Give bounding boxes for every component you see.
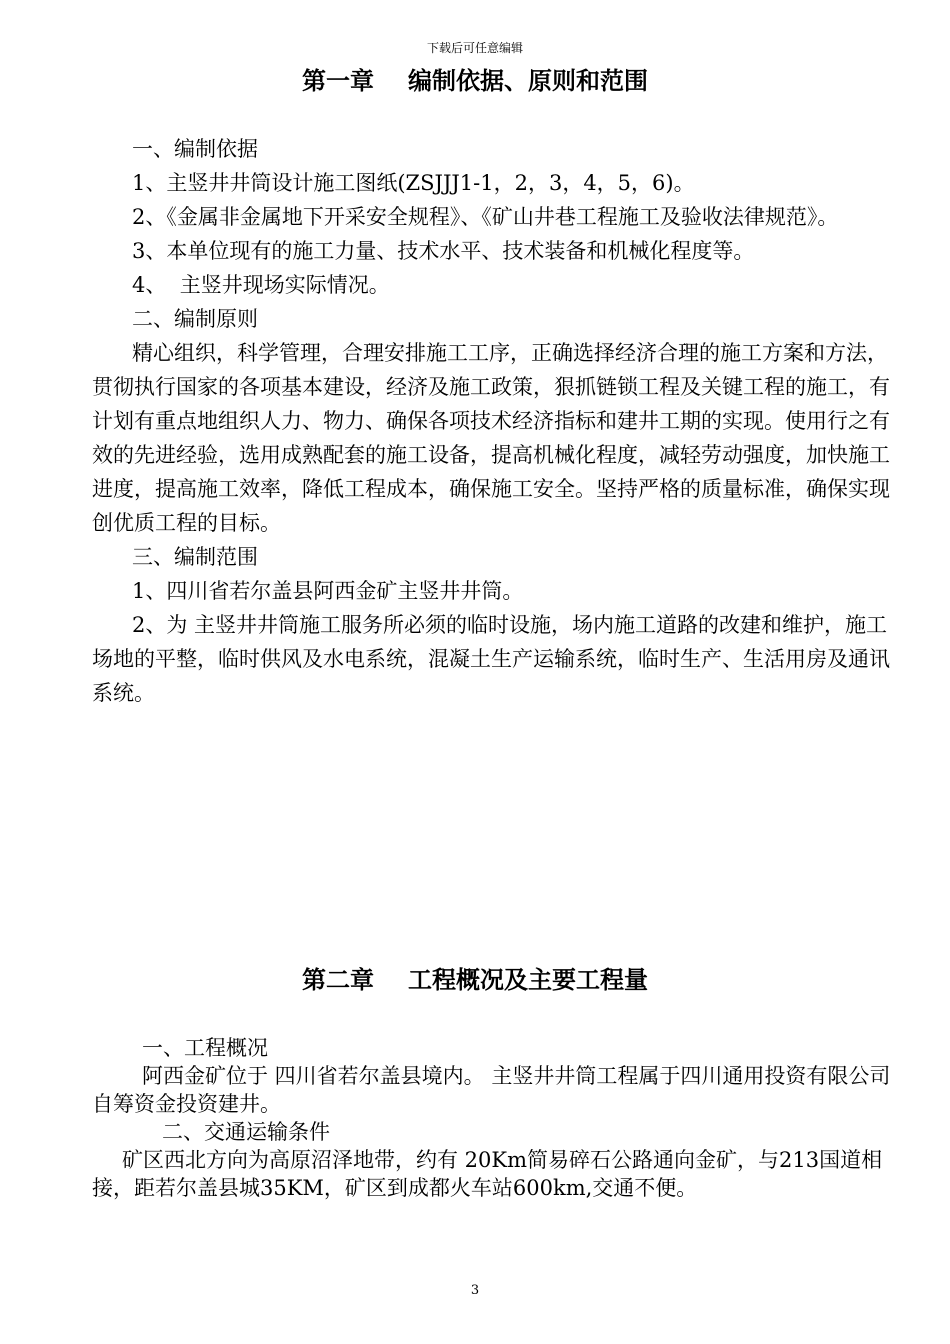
section-heading-basis: 一、编制依据	[132, 137, 258, 161]
paragraph: 精心组织，科学管理，合理安排施工工序，正确选择经济合理的施工方案和方法，贯彻执行国家的各项基本建设，经济及施工政策，狠抓链锁工程及关键工程的施工，有计划有重点地组织人力、物力、确保各项技术经济指标和建井工期的实现。使用行之有效的先进经验，选用成熟配套的施工设备，提高机械化程度，减轻劳动强度，加快施工进度，提高施工效率，降低工程成本，确保施工安全。坚持严格的质量标准，确保实现创优质工程的目标。	[92, 341, 890, 535]
section-heading-overview: 一、工程概况	[142, 1036, 268, 1060]
page-header: 下载后可任意编辑	[426, 41, 523, 55]
paragraph: 1、四川省若尔盖县阿西金矿主竖井井筒。	[132, 579, 524, 603]
section-heading-principle: 二、编制原则	[132, 307, 258, 331]
chapter2-heading	[0, 965, 950, 995]
paragraph: 矿区西北方向为高原沼泽地带，约有 20Km简易碎石公路通向金矿，与213国道相接，距若尔盖县城35KM，矿区到成都火车站600km,交通不便。	[92, 1148, 883, 1200]
section-heading-transport: 二、交通运输条件	[162, 1120, 330, 1144]
chapter2-title: 工程概况及主要工程量	[408, 966, 648, 994]
chapter2-number: 第二章	[302, 966, 374, 994]
paragraph: 4、 主竖井现场实际情况。	[132, 273, 390, 297]
chapter1-number: 第一章	[302, 67, 374, 95]
paragraph: 阿西金矿位于 四川省若尔盖县境内。 主竖井井筒工程属于四川通用投资有限公司自筹资金投资建井。	[92, 1064, 891, 1116]
paragraph: 2、为 主竖井井筒施工服务所必须的临时设施，场内施工道路的改建和维护，施工场地的平整，临时供风及水电系统，混凝土生产运输系统，临时生产、生活用房及通讯系统。	[92, 613, 890, 705]
chapter1-body	[92, 132, 894, 710]
section-heading-scope: 三、编制范围	[132, 545, 258, 569]
paragraph: 3、本单位现有的施工力量、技术水平、技术装备和机械化程度等。	[132, 239, 755, 263]
chapter2-body	[92, 1034, 894, 1202]
chapter1-title: 编制依据、原则和范围	[408, 67, 648, 95]
page-number: 3	[470, 1283, 480, 1298]
chapter1-heading	[0, 66, 950, 96]
paragraph: 1、主竖井井筒设计施工图纸(ZSJJJ1-1，2，3，4，5，6)。	[132, 171, 695, 195]
paragraph: 2、《金属非金属地下开采安全规程》、《矿山井巷工程施工及验收法律规范》。	[132, 205, 839, 229]
